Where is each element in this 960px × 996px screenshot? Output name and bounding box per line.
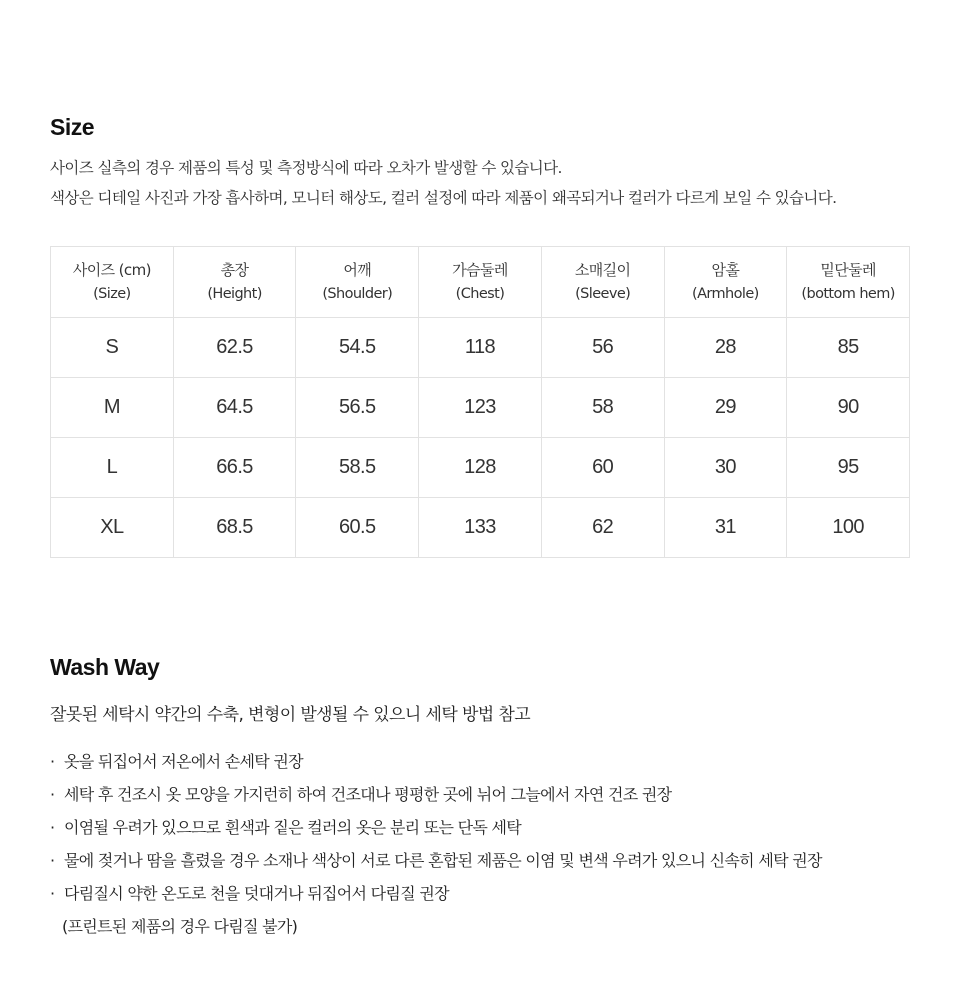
cell-size: S: [51, 318, 174, 378]
header-height: [173, 247, 296, 318]
cell-bottom-hem: 90: [787, 378, 910, 438]
cell-shoulder: 54.5: [296, 318, 419, 378]
list-item: [50, 749, 822, 782]
wash-instruction-text: 다림질시 약한 온도로 천을 덧대거나 뒤집어서 다림질 권장: [64, 884, 449, 903]
ironing-exception-note: (프린트된 제품의 경우 다림질 불가): [62, 917, 298, 936]
list-item: [50, 881, 822, 914]
bullet-dot: ·: [50, 818, 55, 837]
cell-height: 64.5: [173, 378, 296, 438]
wash-instruction-text: 물에 젖거나 땀을 흘렸을 경우 소재나 색상이 서로 다른 혼합된 제품은 이염 및 변색 우려가 있으니 신속히 세탁 권장: [64, 851, 822, 870]
header-size-en: (Size): [93, 286, 131, 302]
cell-shoulder: 58.5: [296, 438, 419, 498]
header-shoulder: [296, 247, 419, 318]
table-row-l: [51, 438, 910, 498]
cell-bottom-hem: 100: [787, 498, 910, 558]
size-table: [50, 246, 910, 558]
header-height-en: (Height): [207, 286, 262, 302]
size-section-title: Size: [50, 114, 95, 140]
header-shoulder-ko: 어깨: [343, 261, 372, 279]
cell-sleeve: 60: [541, 438, 664, 498]
cell-chest: 118: [419, 318, 542, 378]
wash-instructions-list: [50, 749, 822, 914]
cell-sleeve: 62: [541, 498, 664, 558]
cell-bottom-hem: 95: [787, 438, 910, 498]
header-bottom-hem: [787, 247, 910, 318]
header-bottom-hem-ko: 밑단둘레: [820, 261, 876, 279]
cell-chest: 133: [419, 498, 542, 558]
header-size: [51, 247, 174, 318]
header-sleeve-ko: 소매길이: [574, 261, 631, 279]
header-armhole: [664, 247, 787, 318]
list-item: [50, 848, 822, 881]
wash-intro-text: 잘못된 세탁시 약간의 수축, 변형이 발생될 수 있으니 세탁 방법 참고: [50, 705, 531, 725]
header-chest-ko: 가슴둘레: [452, 261, 508, 279]
cell-size: L: [51, 438, 174, 498]
header-armhole-en: (Armhole): [692, 286, 759, 302]
bullet-dot: ·: [50, 785, 55, 804]
wash-section-title: Wash Way: [50, 654, 160, 680]
list-item: [50, 815, 822, 848]
wash-instruction-text: 옷을 뒤집어서 저온에서 손세탁 권장: [64, 752, 303, 771]
header-shoulder-en: (Shoulder): [322, 286, 393, 302]
wash-instruction-text: 이염될 우려가 있으므로 흰색과 짙은 컬러의 옷은 분리 또는 단독 세탁: [64, 818, 522, 837]
cell-shoulder: 56.5: [296, 378, 419, 438]
header-bottom-hem-en: (bottom hem): [801, 286, 895, 302]
cell-armhole: 29: [664, 378, 787, 438]
size-table-header-row: [51, 247, 910, 318]
header-sleeve-en: (Sleeve): [575, 286, 631, 302]
cell-size: XL: [51, 498, 174, 558]
color-display-note: 색상은 디테일 사진과 가장 흡사하며, 모니터 해상도, 컬러 설정에 따라 제품이 왜곡되거나 컬러가 다르게 보일 수 있습니다.: [50, 189, 837, 207]
bullet-dot: ·: [50, 752, 55, 771]
bullet-dot: ·: [50, 851, 55, 870]
header-height-ko: 총장: [220, 261, 249, 279]
header-size-ko: 사이즈 (cm): [72, 261, 151, 279]
cell-bottom-hem: 85: [787, 318, 910, 378]
table-row-m: [51, 378, 910, 438]
cell-armhole: 30: [664, 438, 787, 498]
cell-sleeve: 56: [541, 318, 664, 378]
cell-height: 68.5: [173, 498, 296, 558]
table-row-xl: [51, 498, 910, 558]
cell-armhole: 31: [664, 498, 787, 558]
header-sleeve: [541, 247, 664, 318]
size-measurement-note: 사이즈 실측의 경우 제품의 특성 및 측정방식에 따라 오차가 발생할 수 있습니다.: [50, 159, 562, 177]
header-chest-en: (Chest): [455, 286, 505, 302]
cell-height: 66.5: [173, 438, 296, 498]
header-chest: [419, 247, 542, 318]
wash-instruction-text: 세탁 후 건조시 옷 모양을 가지런히 하여 건조대나 평평한 곳에 뉘어 그늘에서 자연 건조 권장: [64, 785, 672, 804]
cell-shoulder: 60.5: [296, 498, 419, 558]
list-item: [50, 782, 822, 815]
cell-size: M: [51, 378, 174, 438]
cell-chest: 123: [419, 378, 542, 438]
table-row-s: [51, 318, 910, 378]
cell-sleeve: 58: [541, 378, 664, 438]
bullet-dot: ·: [50, 884, 55, 903]
cell-armhole: 28: [664, 318, 787, 378]
header-armhole-ko: 암홀: [711, 261, 740, 279]
cell-height: 62.5: [173, 318, 296, 378]
cell-chest: 128: [419, 438, 542, 498]
